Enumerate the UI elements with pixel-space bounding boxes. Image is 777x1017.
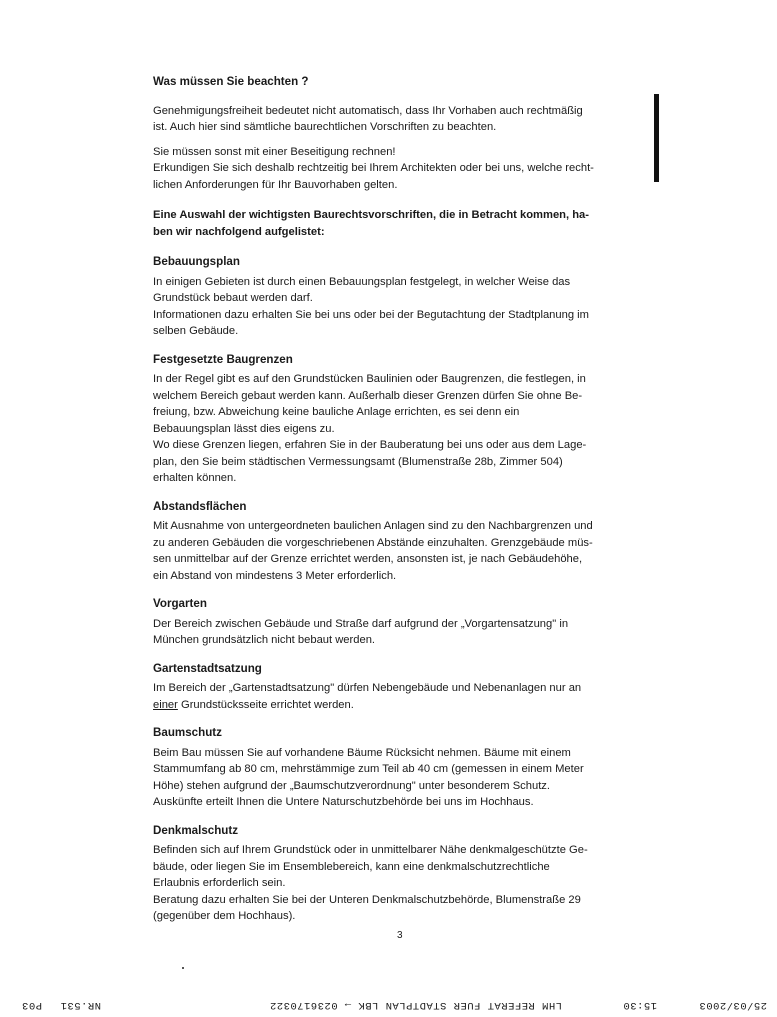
selection-intro: Eine Auswahl der wichtigsten Baurechtsvorschriften, die in Betracht kommen, ha- ben wir nachfolgend aufgelistet: (153, 209, 589, 238)
section-text-abstandsflaechen: Mit Ausnahme von untergeordneten baulichen Anlagen sind zu den Nachbargrenzen und zu anderen Gebäuden die vorgeschriebenen Abstände einzuhalten. Grenzgebäude müs- sen unmittelbar auf der Grenze errichtet werden, ansonsten ist, je nach Gebäudehöhe, ein Abstand von mindestens 3 Meter erforderlich. (153, 520, 593, 582)
section-heading-bebauungsplan: Bebauungsplan (153, 255, 240, 268)
section-text-baumschutz: Beim Bau müssen Sie auf vorhandene Bäume Rücksicht nehmen. Bäume mit einem Stammumfang ab 80 cm, mehrstämmige zum Teil ab 40 cm (gemessen in einem Meter Höhe) stehen aufgrund der „Baumschutzverordnung" unter besonderem Schutz. Auskünfte erteilt Ihnen die Untere Naturschutzbehörde bei uns im Hochhaus. (153, 746, 584, 808)
gartenstadt-emphasis: einer (153, 698, 178, 711)
page-number: 3 (397, 930, 403, 941)
gartenstadt-line-2: Grundstücksseite errichtet werden. (177, 698, 354, 711)
section-text-denkmalschutz: Befinden sich auf Ihrem Grundstück oder in unmittelbarer Nähe denkmalgeschützte Ge- bäude, oder liegen Sie im Ensemblebereich, kann eine denkmalschutzrechtliche Erlaubnis erforderlich sein. Beratung dazu erhalten Sie bei der Unteren Denkmalschutzbehörde, Blumenstraße 29 (gegenüber dem Hochhaus). (153, 844, 588, 922)
gartenstadt-line-1: Im Bereich der „Gartenstadtsatzung" dürfen Nebengebäude und Nebenanlagen nur an (153, 682, 582, 694)
page-title: Was müssen Sie beachten ? (153, 75, 309, 88)
section-heading-denkmalschutz: Denkmalschutz (153, 823, 239, 837)
scan-speck (182, 967, 184, 969)
fax-header-line (0, 994, 777, 1014)
margin-bar (654, 94, 659, 182)
intro-paragraph-1: Genehmigungsfreiheit bedeutet nicht automatisch, dass Ihr Vorhaben auch rechtmäßig ist. Auch hier sind sämtliche baurechtlichen Vorschriften zu beachten. (153, 104, 583, 133)
fax-date: 25/03/2003 (698, 999, 767, 1011)
fax-page: P03 (21, 999, 42, 1011)
section-text-gartenstadtsatzung (153, 680, 653, 713)
fax-number: NR.531 (60, 999, 101, 1011)
document-body (153, 74, 653, 925)
section-text-bebauungsplan: In einigen Gebieten ist durch einen Bebauungsplan festgelegt, in welcher Weise das Grundstück bebaut werden darf. Informationen dazu erhalten Sie bei uns oder bei der Begutachtung der Stadtplanung im selben Gebäude. (153, 275, 589, 337)
section-heading-vorgarten: Vorgarten (153, 597, 207, 610)
section-heading-baumschutz: Baumschutz (153, 726, 222, 739)
section-text-baugrenzen: In der Regel gibt es auf den Grundstücken Baulinien oder Baugrenzen, die festlegen, in welchem Bereich gebaut werden kann. Außerhalb dieser Grenzen dürfen Sie ohne Be- freiung, bzw. Abweichung keine bauliche Anlage errichten, es sei denn ein Bebauungsplan lässt dies eigens zu. Wo diese Grenzen liegen, erfahren Sie in der Bauberatung bei uns oder aus dem Lage- plan, den Sie beim städtischen Vermessungsamt (Blumenstraße 28b, Zimmer 504) erhalten können. (153, 373, 587, 484)
section-heading-gartenstadtsatzung: Gartenstadtsatzung (153, 661, 262, 675)
section-text-vorgarten: Der Bereich zwischen Gebäude und Straße darf aufgrund der „Vorgartensatzung" in München grundsätzlich nicht bebaut werden. (153, 617, 569, 646)
fax-time: 15:30 (622, 999, 657, 1011)
section-heading-baugrenzen: Festgesetzte Baugrenzen (153, 352, 293, 366)
section-heading-abstandsflaechen: Abstandsflächen (153, 499, 247, 513)
intro-paragraph-2: Sie müssen sonst mit einer Beseitigung rechnen! Erkundigen Sie sich deshalb rechtzeitig bei Ihrem Architekten oder bei uns, welche recht- lichen Anforderungen für Ihr Bauvorhaben gelten. (153, 145, 594, 191)
fax-sender: LHM REFERAT FUER STADTPLAN LBK → 0236170322 (269, 999, 562, 1011)
